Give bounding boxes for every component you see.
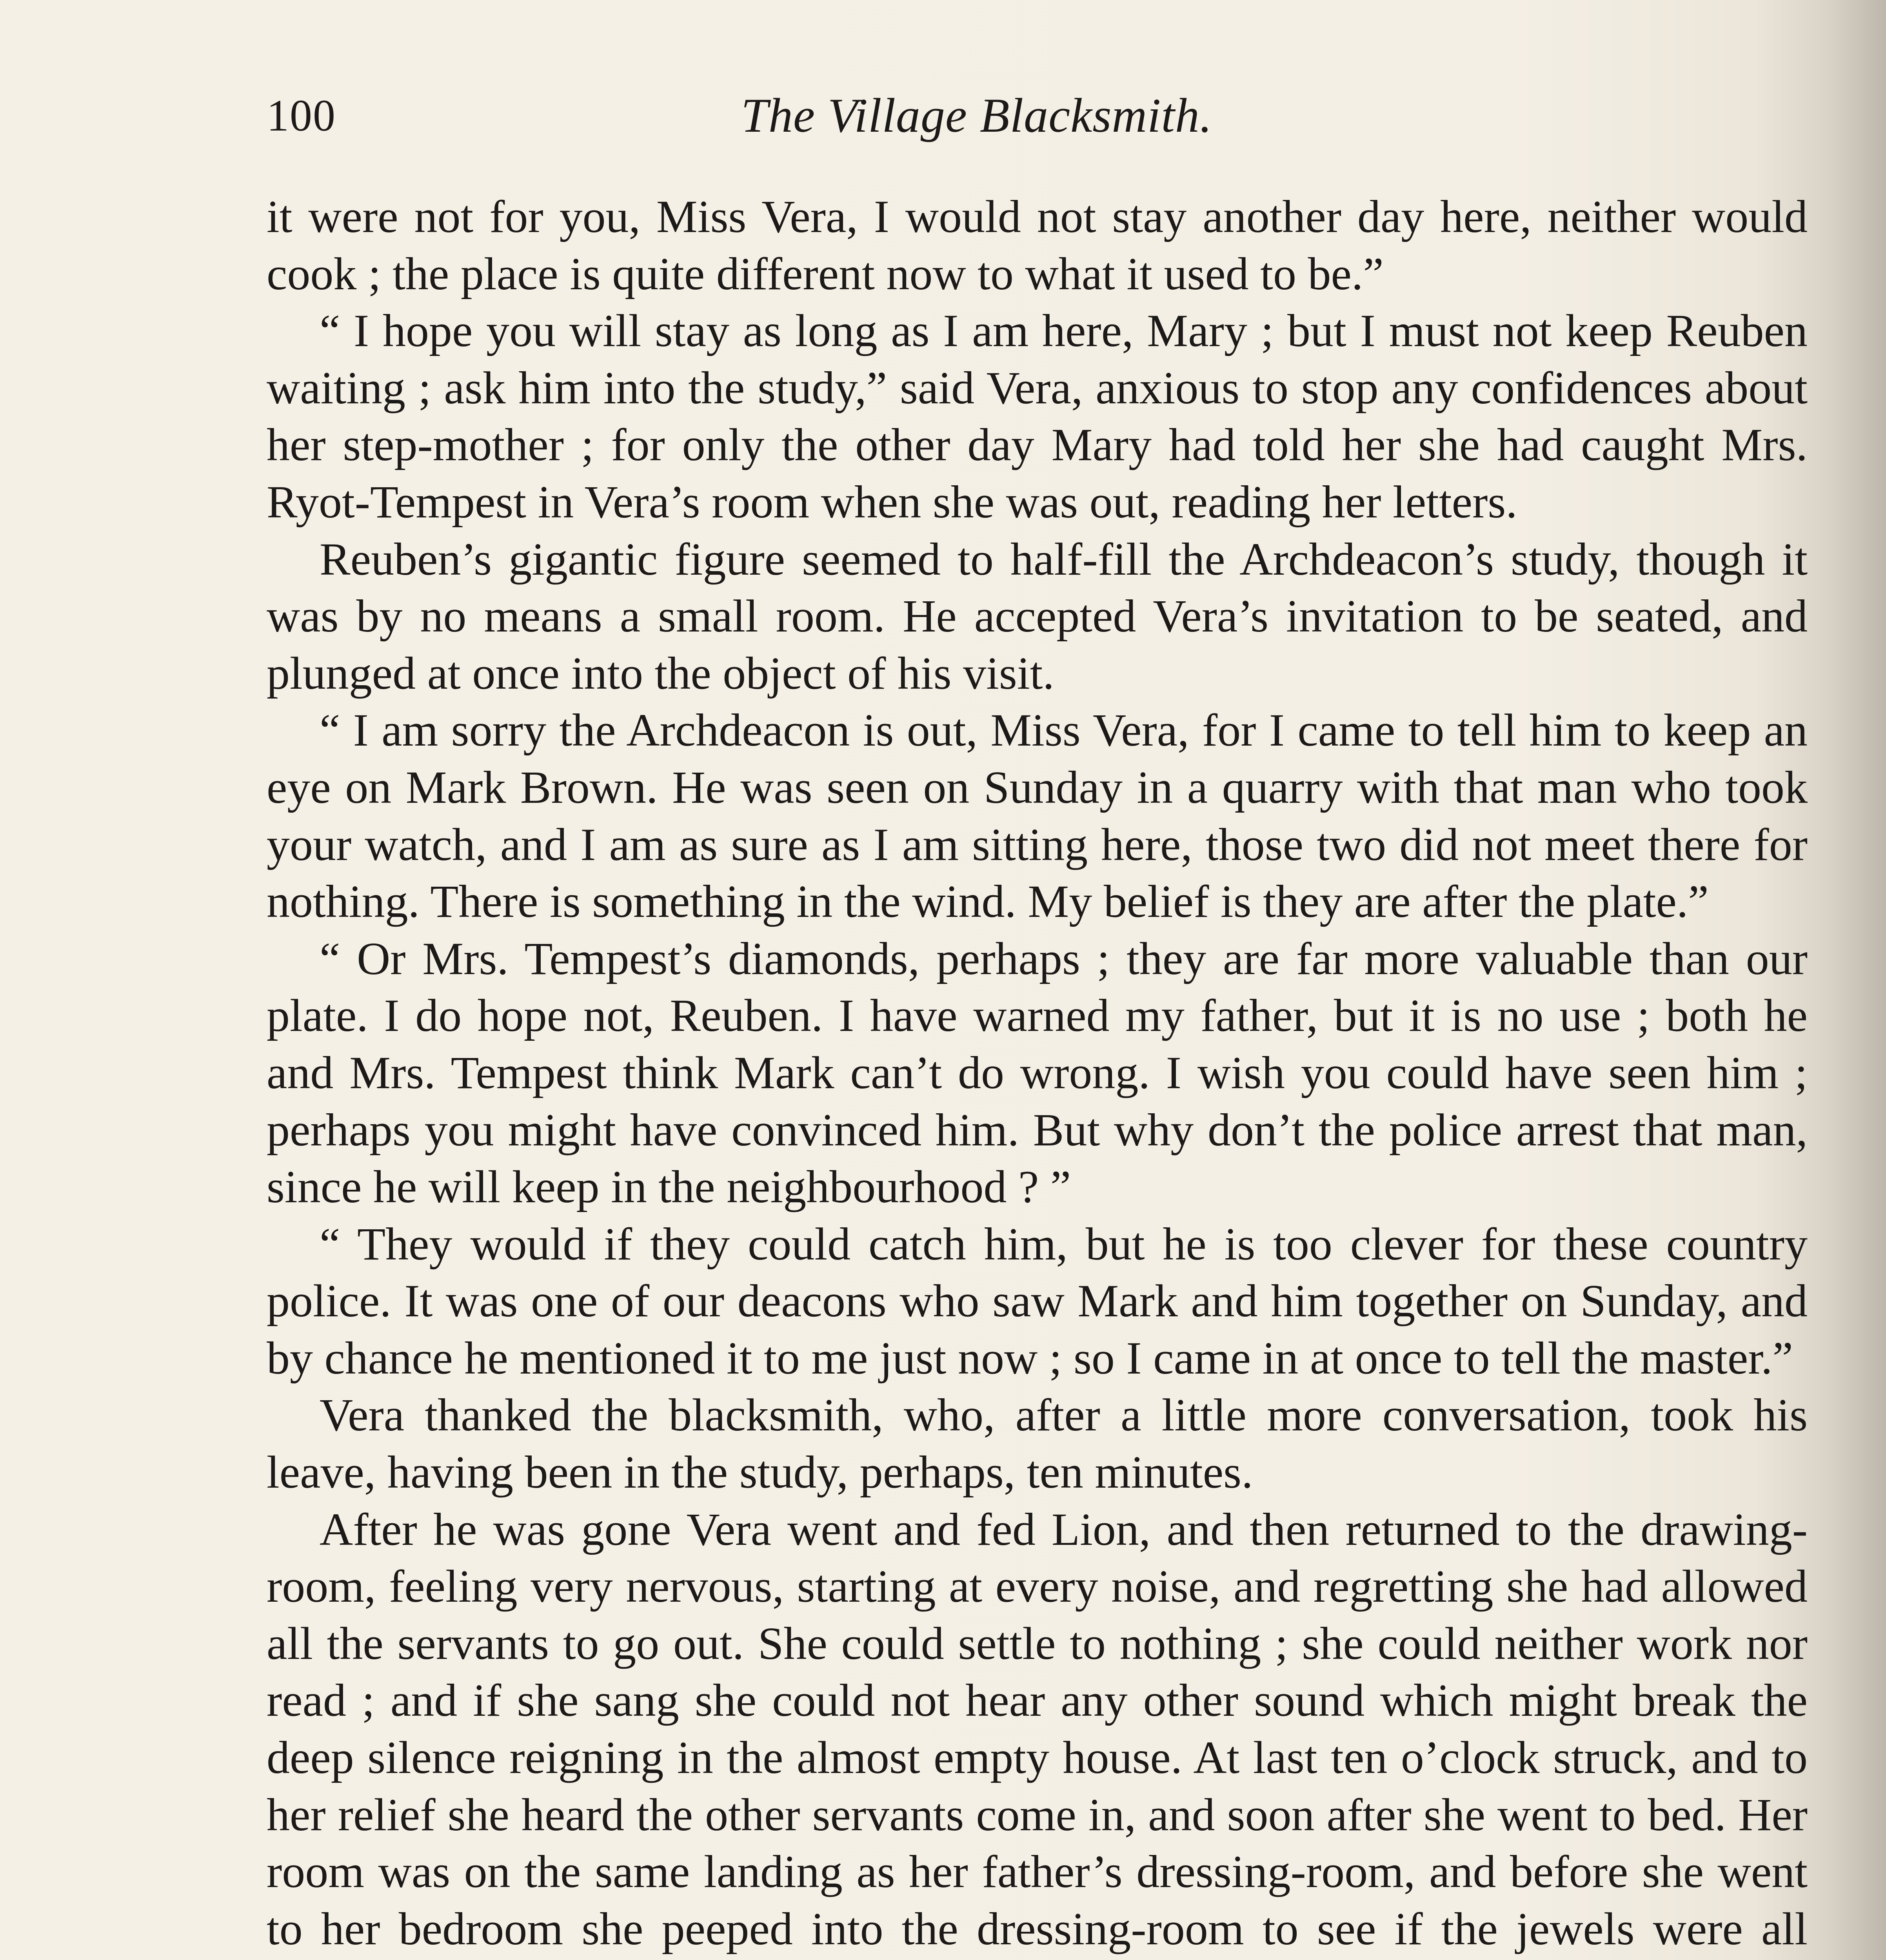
paragraph: “ I am sorry the Archdeacon is out, Miss Vera, for I came to tell him to keep an eye on Mark Brown. He was seen on Sunday in a quarry with that man who took your watch, and I am as sure as I am sitting here, those two did not meet there for nothing. There is something in the wind. My belief is they are after the plate.”: [267, 704, 1808, 927]
paragraph: “ Or Mrs. Tempest’s diamonds, perhaps ; they are far more valuable than our plate. I do hope not, Reuben. I have warned my father, but it is no use ; both he and Mrs. Tempest think Mark can’t do wrong. I wish you could have seen him ; perhaps you might have convinced him. But why don’t the police arrest that man, since he will keep in the neighbourhood ? ”: [267, 933, 1808, 1213]
paragraph: “ I hope you will stay as long as I am here, Mary ; but I must not keep Reuben waiting ; ask him into the study,” said Vera, anxious to stop any confidences about her step-mother ; for only the other day Mary had told her she had caught Mrs. Ryot-Tempest in Vera’s room when she was out, reading her letters.: [267, 305, 1808, 528]
paragraph: Vera thanked the blacksmith, who, after a little more conversation, took his leave, having been in the study, perhaps, ten minutes.: [267, 1389, 1808, 1498]
page-header: [267, 84, 1725, 147]
page-number: 100: [267, 91, 336, 140]
running-title: The Village Blacksmith.: [741, 89, 1212, 142]
paragraph: “ They would if they could catch him, but he is too clever for these country police. It was one of our deacons who saw Mark and him together on Sunday, and by chance he mentioned it to me just now ; so I came in at once to tell the master.”: [267, 1218, 1808, 1384]
body-text: [267, 188, 1808, 1960]
paragraph: After he was gone Vera went and fed Lion, and then returned to the drawing-room, feeling very nervous, starting at every noise, and regretting she had allowed all the servants to go out. She could settle to nothing ; she could neither work nor read ; and if she sang she could not hear any other sound which might break the deep silence reigning in the almost empty house. At last ten o’clock struck, and to her relief she heard the other servants come in, and soon after she went to bed. Her room was on the same landing as her father’s dressing-room, and before she went to her bedroom she peeped into the dressing-room to see if the jewels were all: [267, 1503, 1808, 1955]
paragraph: Reuben’s gigantic figure seemed to half-fill the Archdeacon’s study, though it was by no means a small room. He accepted Vera’s invitation to be seated, and plunged at once into the object of his visit.: [267, 533, 1808, 699]
paragraph: it were not for you, Miss Vera, I would not stay another day here, neither would cook ; the place is quite different now to what it used to be.”: [267, 191, 1808, 299]
